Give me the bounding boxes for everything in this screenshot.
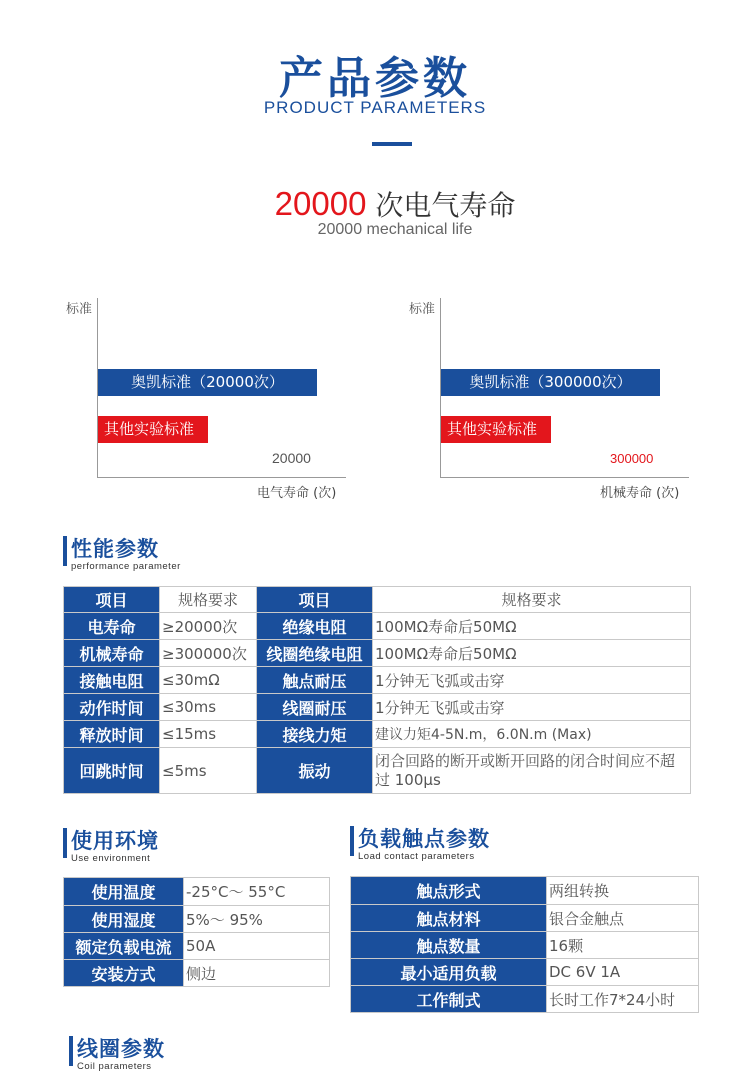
section-marker	[69, 1036, 73, 1066]
table-row	[351, 986, 699, 1013]
item-label: 释放时间	[64, 721, 160, 748]
table-row	[64, 640, 691, 667]
chart-bar-other: 其他实验标准	[441, 416, 551, 443]
table-row	[351, 959, 699, 986]
item-label: 使用温度	[64, 878, 184, 906]
table-row	[351, 905, 699, 932]
item-label: 线圈耐压	[257, 694, 373, 721]
life-heading	[0, 184, 750, 224]
chart-ylabel: 标准	[409, 302, 436, 317]
header-item: 项目	[64, 587, 160, 613]
chart-bar-standard: 奥凯标准（300000次）	[441, 369, 660, 396]
section-title: 使用环境	[71, 829, 159, 853]
item-label: 工作制式	[351, 986, 547, 1013]
table-row	[64, 933, 330, 960]
header-spec: 规格要求	[160, 587, 257, 613]
environment-table	[63, 877, 330, 987]
table-row	[351, 932, 699, 959]
load-table	[350, 876, 699, 1013]
table-row	[64, 960, 330, 987]
item-value: 5%～ 95%	[184, 906, 330, 933]
item-value: ≤15ms	[160, 721, 257, 748]
item-label: 绝缘电阻	[257, 613, 373, 640]
life-text: 次电气寿命	[366, 189, 516, 222]
table-row	[64, 613, 691, 640]
item-value: 银合金触点	[547, 905, 699, 932]
item-value: 16颗	[547, 932, 699, 959]
item-value: ≥300000次	[160, 640, 257, 667]
chart-x-axis	[97, 477, 346, 478]
electric-life-chart	[60, 290, 350, 505]
chart-bar-standard: 奥凯标准（20000次）	[98, 369, 317, 396]
item-value: 建议力矩4-5N.m，6.0N.m (Max)	[373, 721, 691, 748]
item-value: 长时工作7*24小时	[547, 986, 699, 1013]
item-value: ≤5ms	[160, 748, 257, 794]
item-label: 接触电阻	[64, 667, 160, 694]
item-label: 机械寿命	[64, 640, 160, 667]
header-item: 项目	[257, 587, 373, 613]
item-value: ≤30ms	[160, 694, 257, 721]
chart-xlabel: 机械寿命 (次)	[600, 486, 680, 501]
item-value: 50A	[184, 933, 330, 960]
item-label: 触点耐压	[257, 667, 373, 694]
section-title: 负载触点参数	[358, 827, 490, 851]
item-value: 侧边	[184, 960, 330, 987]
section-marker	[350, 826, 354, 856]
section-title: 性能参数	[71, 537, 159, 561]
section-subtitle: Use environment	[71, 853, 151, 864]
table-row	[351, 877, 699, 905]
item-value: 100MΩ寿命后50MΩ	[373, 613, 691, 640]
section-subtitle: Coil parameters	[77, 1061, 152, 1072]
page-title: 产品参数	[279, 53, 471, 104]
section-marker	[63, 828, 67, 858]
item-label: 触点形式	[351, 877, 547, 905]
section-subtitle: Load contact parameters	[358, 851, 475, 862]
item-label: 使用湿度	[64, 906, 184, 933]
table-row	[64, 748, 691, 794]
chart-xlabel: 电气寿命 (次)	[257, 486, 337, 501]
item-label: 电寿命	[64, 613, 160, 640]
header-spec: 规格要求	[373, 587, 691, 613]
table-row	[64, 878, 330, 906]
item-value: 1分钟无飞弧或击穿	[373, 667, 691, 694]
item-label: 接线力矩	[257, 721, 373, 748]
chart-bar-other: 其他实验标准	[98, 416, 208, 443]
item-value: DC 6V 1A	[547, 959, 699, 986]
page-subtitle: PRODUCT PARAMETERS	[263, 98, 487, 117]
section-title: 线圈参数	[77, 1037, 165, 1061]
item-value: 1分钟无飞弧或击穿	[373, 694, 691, 721]
chart-tick-label: 20000	[272, 450, 311, 466]
table-header-row	[64, 587, 691, 613]
section-subtitle: performance parameter	[71, 561, 181, 572]
item-value: -25°C～ 55°C	[184, 878, 330, 906]
table-row	[64, 694, 691, 721]
item-value: 两组转换	[547, 877, 699, 905]
item-label: 最小适用负载	[351, 959, 547, 986]
item-value: ≥20000次	[160, 613, 257, 640]
item-label: 振动	[257, 748, 373, 794]
item-label: 触点数量	[351, 932, 547, 959]
item-value: ≤30mΩ	[160, 667, 257, 694]
item-label: 安装方式	[64, 960, 184, 987]
item-label: 线圈绝缘电阻	[257, 640, 373, 667]
performance-table	[63, 586, 691, 794]
item-value: 100MΩ寿命后50MΩ	[373, 640, 691, 667]
chart-ylabel: 标准	[66, 302, 93, 317]
item-label: 额定负载电流	[64, 933, 184, 960]
section-marker	[63, 536, 67, 566]
table-row	[64, 721, 691, 748]
table-row	[64, 667, 691, 694]
chart-x-axis	[440, 477, 689, 478]
item-label: 回跳时间	[64, 748, 160, 794]
chart-tick-label: 300000	[610, 451, 654, 466]
item-label: 触点材料	[351, 905, 547, 932]
mechanical-life-chart	[403, 290, 693, 505]
title-underline	[372, 142, 412, 146]
item-value: 闭合回路的断开或断开回路的闭合时间应不超过 100μs	[373, 748, 691, 794]
table-row	[64, 906, 330, 933]
item-label: 动作时间	[64, 694, 160, 721]
life-subheading: 20000 mechanical life	[317, 221, 473, 238]
life-number: 20000	[274, 185, 367, 222]
